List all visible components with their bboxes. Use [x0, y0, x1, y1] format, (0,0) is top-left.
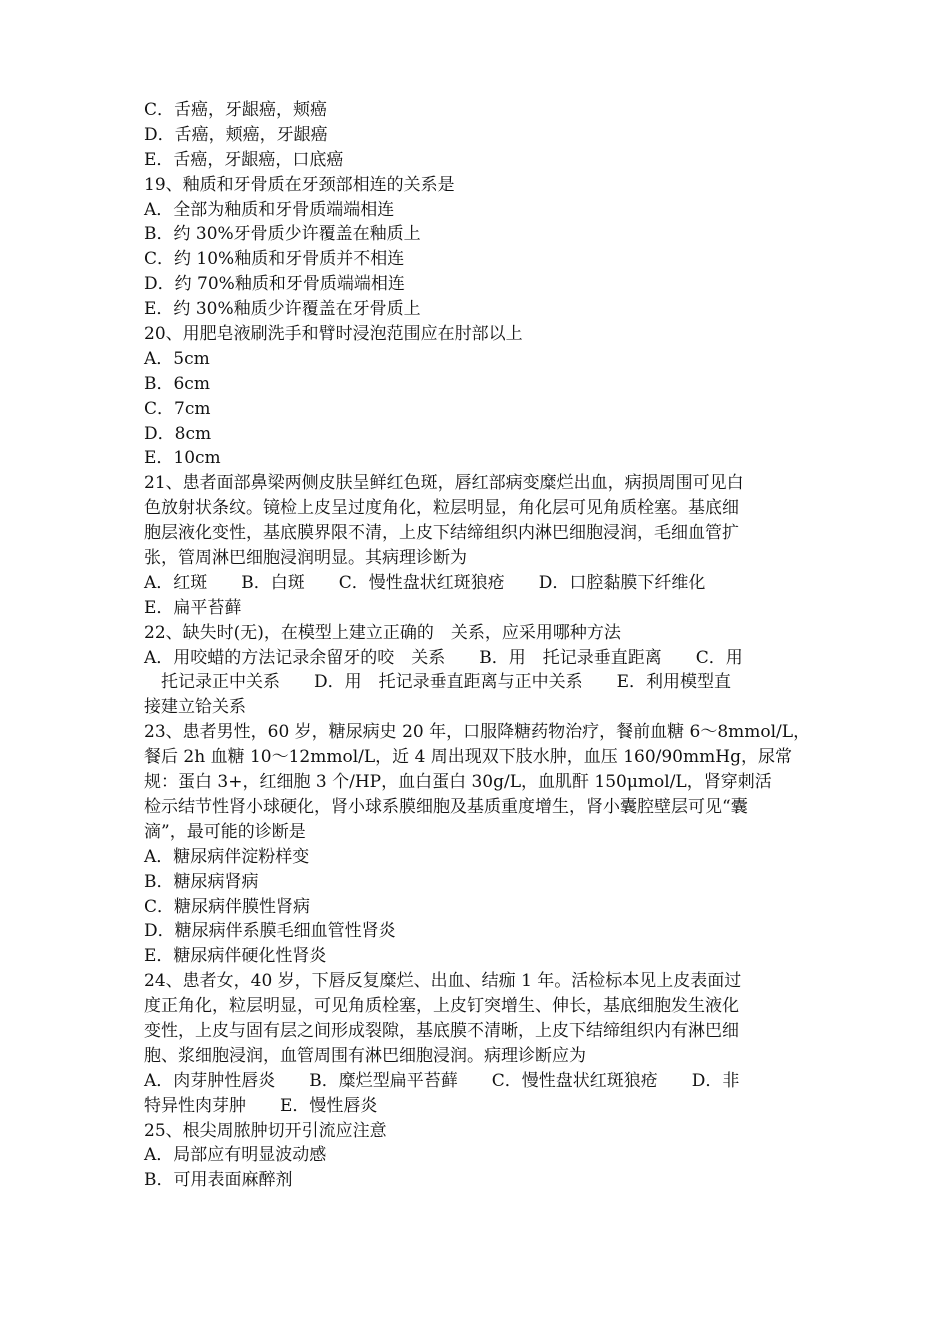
document-body [144, 98, 814, 1193]
text-line: 特异性肉芽肿 E．慢性唇炎 [144, 1095, 378, 1116]
text-line: E．舌癌，牙龈癌，口底癌 [144, 149, 344, 170]
text-line: 胞、浆细胞浸润，血管周围有淋巴细胞浸润。病理诊断应为 [144, 1045, 586, 1066]
text-line: B．6cm [144, 373, 210, 394]
text-line: A．全部为釉质和牙骨质端端相连 [144, 199, 395, 220]
text-line: 23、患者男性，60 岁，糖尿病史 20 年，口服降糖药物治疗，餐前血糖 6～8mmol/L， [144, 722, 811, 743]
text-line: B．可用表面麻醉剂 [144, 1170, 293, 1191]
text-line: 20、用肥皂液刷洗手和臂时浸泡范围应在肘部以上 [144, 324, 523, 345]
text-line: D．8cm [144, 423, 212, 444]
text-line: 检示结节性肾小球硬化，肾小球系膜细胞及基质重度增生，肾小囊腔壁层可见“囊 [144, 796, 748, 817]
text-line: C．约 10%釉质和牙骨质并不相连 [144, 249, 405, 270]
text-line: A．肉芽肿性唇炎 B．糜烂型扁平苔藓 C．慢性盘状红斑狼疮 D．非 [144, 1070, 740, 1091]
text-line: 餐后 2h 血糖 10～12mmol/L，近 4 周出现双下肢水肿，血压 160/90mmHg，尿常 [144, 747, 792, 768]
text-line: D．约 70%釉质和牙骨质端端相连 [144, 274, 405, 295]
text-line: E．10cm [144, 448, 221, 469]
text-line: C．7cm [144, 398, 211, 419]
text-line: A．局部应有明显波动感 [144, 1145, 327, 1166]
text-line: A．5cm [144, 348, 210, 369]
text-line: 25、根尖周脓肿切开引流应注意 [144, 1120, 387, 1141]
text-line: A．红斑 B．白斑 C．慢性盘状红斑狼疮 D．口腔黏膜下纤维化 [144, 572, 706, 593]
text-line: 胞层液化变性，基底膜界限不清，上皮下结缔组织内淋巴细胞浸润，毛细血管扩 [144, 523, 739, 544]
text-line: 24、患者女，40 岁，下唇反复糜烂、出血、结痂 1 年。活检标本见上皮表面过 [144, 971, 742, 992]
text-line: 规：蛋白 3+，红细胞 3 个/HP，血白蛋白 30g/L，血肌酐 150μmol/L，肾穿刺活 [144, 772, 772, 793]
text-line: 19、釉质和牙骨质在牙颈部相连的关系是 [144, 174, 455, 195]
text-line: A．用咬蜡的方法记录余留牙的咬 关系 B．用 托记录垂直距离 C．用 [144, 647, 743, 668]
text-line: 托记录正中关系 D．用 托记录垂直距离与正中关系 E．利用模型直 [144, 672, 732, 693]
text-line: B．糖尿病肾病 [144, 871, 259, 892]
text-line: 变性，上皮与固有层之间形成裂隙，基底膜不清晰，上皮下结缔组织内有淋巴细 [144, 1020, 739, 1041]
text-line: E．约 30%釉质少许覆盖在牙骨质上 [144, 299, 421, 320]
text-line: 滴”，最可能的诊断是 [144, 821, 306, 842]
text-line: 21、患者面部鼻梁两侧皮肤呈鲜红色斑，唇红部病变糜烂出血，病损周围可见白 [144, 473, 744, 494]
text-line: A．糖尿病伴淀粉样变 [144, 846, 310, 867]
text-line: 度正角化，粒层明显，可见角质栓塞，上皮钉突增生、伸长，基底细胞发生液化 [144, 996, 739, 1017]
text-line: C．舌癌，牙龈癌，颊癌 [144, 100, 328, 120]
text-line: 22、缺失时(无)，在模型上建立正确的 关系，应采用哪种方法 [144, 622, 621, 643]
text-line: C．糖尿病伴膜性肾病 [144, 896, 311, 917]
text-line: D．舌癌，颊癌，牙龈癌 [144, 124, 328, 145]
text-line: 色放射状条纹。镜检上皮呈过度角化，粒层明显，角化层可见角质栓塞。基底细 [144, 498, 739, 519]
text-line: B．约 30%牙骨质少许覆盖在釉质上 [144, 224, 421, 245]
text-line: E．糖尿病伴硬化性肾炎 [144, 946, 327, 967]
text-line: 接建立铪关系 [144, 697, 246, 718]
text-line: E．扁平苔藓 [144, 597, 242, 618]
text-line: 张，管周淋巴细胞浸润明显。其病理诊断为 [144, 548, 467, 569]
text-line: D．糖尿病伴系膜毛细血管性肾炎 [144, 921, 396, 942]
